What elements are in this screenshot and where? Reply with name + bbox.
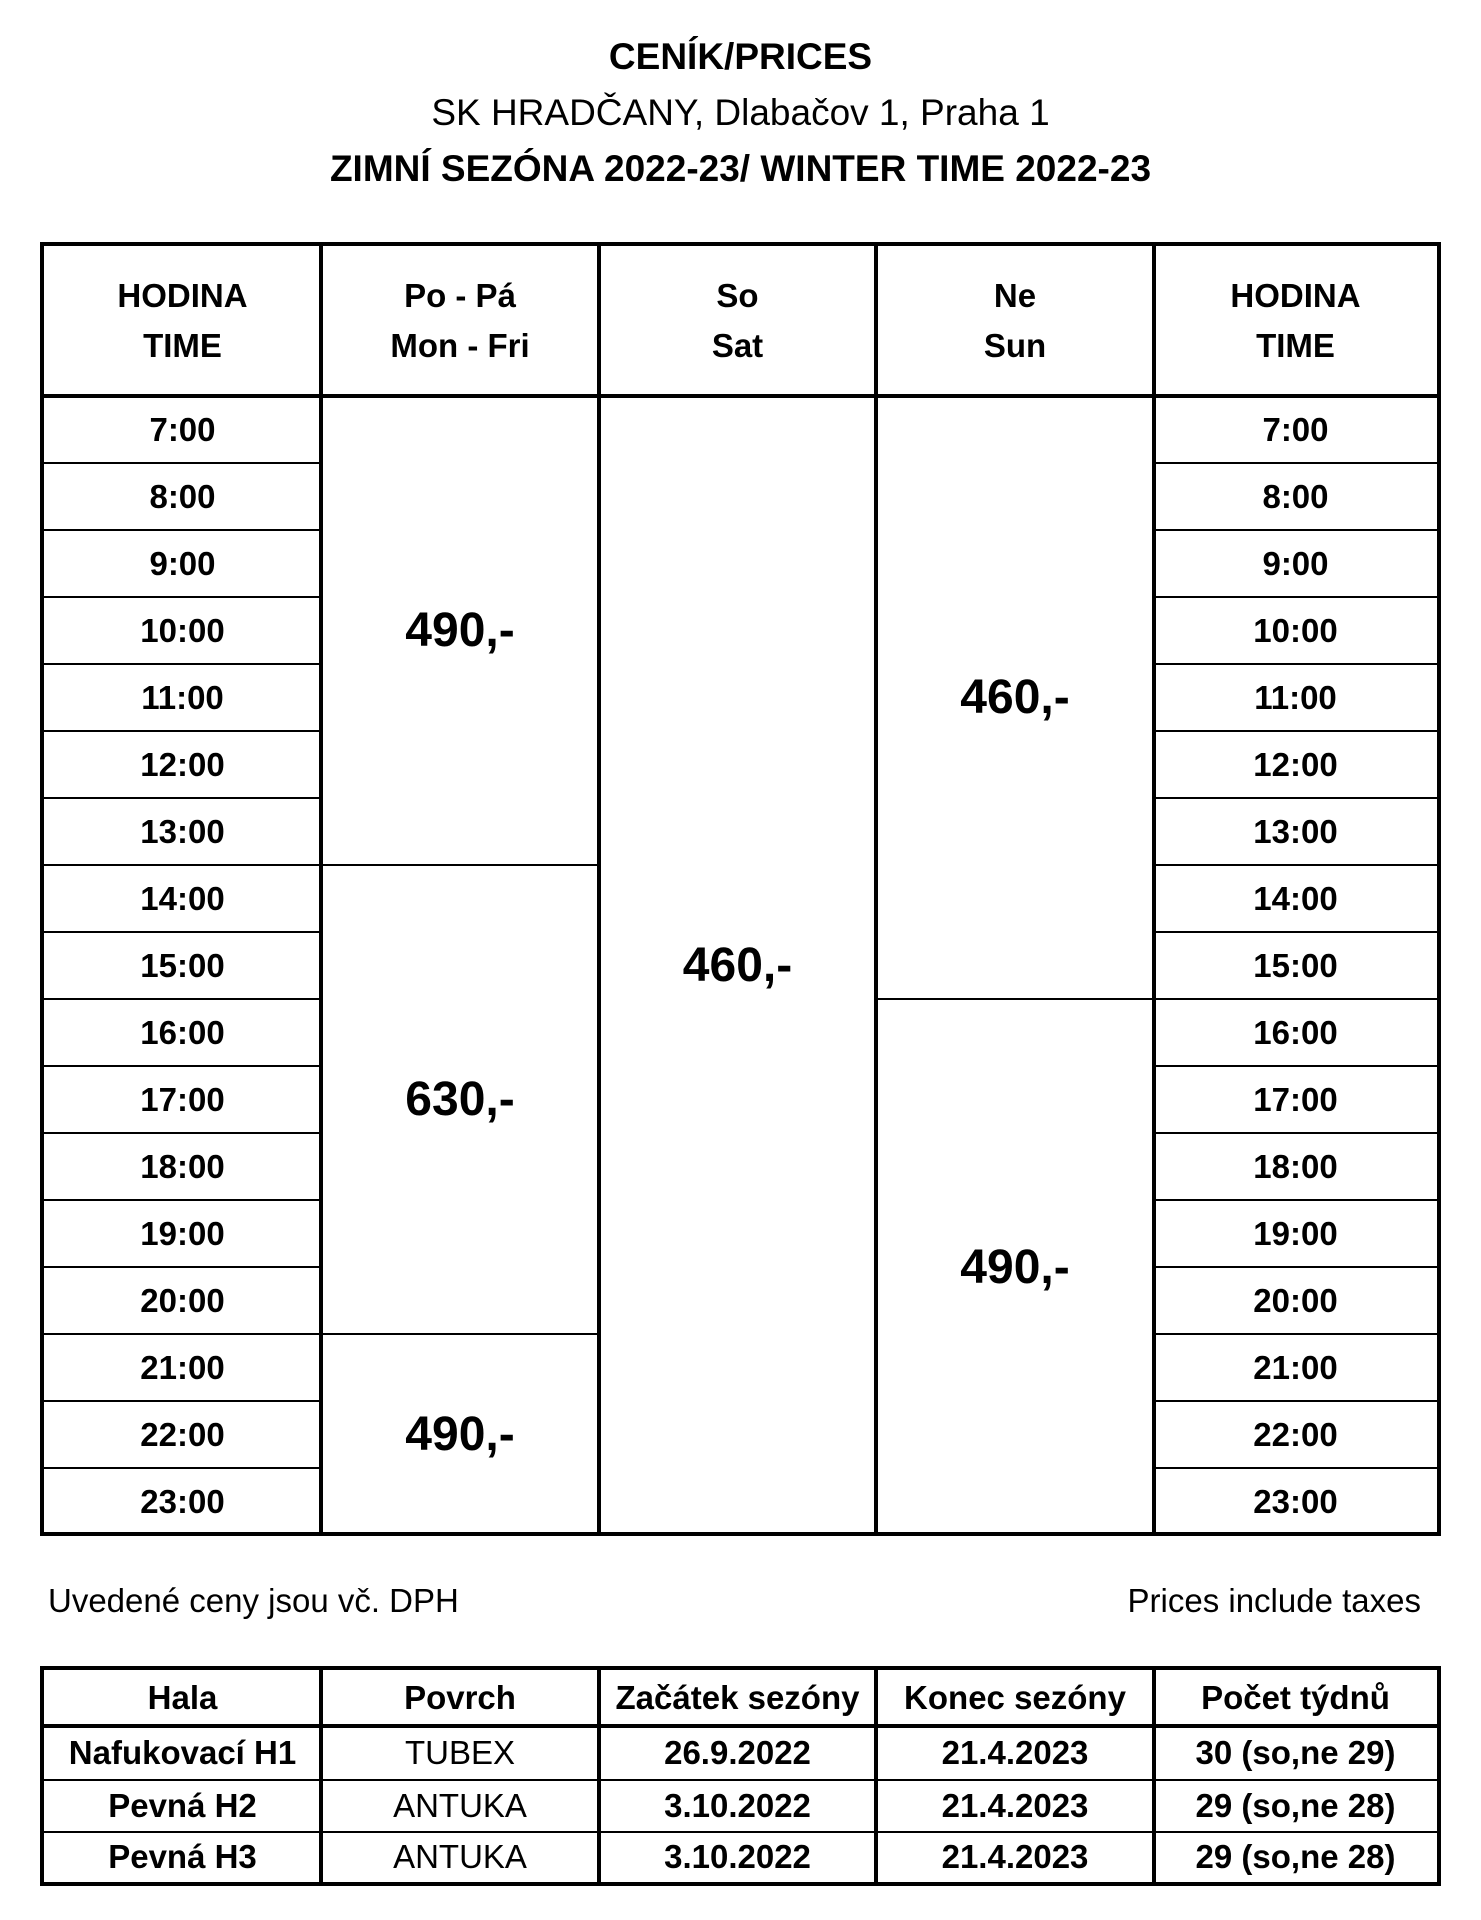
time-cell: 7:00: [1262, 410, 1329, 448]
price-value: 490,-: [405, 1408, 515, 1461]
time-cell: 20:00: [140, 1281, 225, 1319]
row-divider: [1154, 1199, 1437, 1201]
row-divider: [1154, 730, 1437, 732]
row-divider: [1154, 998, 1437, 1000]
season-cell: Pevná H2: [108, 1787, 257, 1824]
time-cell: 12:00: [1253, 745, 1338, 783]
time-cell: 22:00: [1253, 1415, 1338, 1453]
row-divider: [1154, 1266, 1437, 1268]
time-cell: 18:00: [1253, 1147, 1338, 1185]
season-header: Počet týdnů: [1201, 1679, 1390, 1716]
season-cell: 21.4.2023: [941, 1838, 1089, 1875]
season-cell: 26.9.2022: [664, 1734, 811, 1771]
column-header-line2: Sun: [983, 327, 1047, 364]
venue-address: SK HRADČANY, Dlabačov 1, Praha 1: [431, 92, 1050, 133]
column-header-line2: TIME: [143, 327, 222, 364]
row-divider: [1154, 462, 1437, 464]
time-cell: 19:00: [140, 1214, 225, 1252]
time-cell: 10:00: [140, 611, 225, 649]
column-header-line1: Po - Pá: [404, 277, 516, 314]
row-divider: [44, 864, 321, 866]
price-value: 630,-: [405, 1073, 515, 1126]
column-header-line2: Mon - Fri: [390, 327, 530, 364]
column-header-line1: Ne: [993, 277, 1037, 314]
season-table: [40, 1666, 1441, 1886]
time-cell: 7:00: [149, 410, 216, 448]
row-divider: [1154, 1065, 1437, 1067]
time-cell: 22:00: [140, 1415, 225, 1453]
price-divider: [876, 998, 1154, 1000]
time-cell: 14:00: [1253, 879, 1338, 917]
row-divider: [44, 1333, 321, 1335]
vat-note-en: Prices include taxes: [1127, 1582, 1421, 1619]
season-cell: 29 (so,ne 28): [1195, 1787, 1396, 1824]
column-header-line2: TIME: [1256, 327, 1335, 364]
time-cell: 8:00: [1262, 477, 1329, 515]
page-title: CENÍK/PRICES: [608, 36, 873, 77]
season-cell: ANTUKA: [393, 1787, 527, 1824]
row-divider: [1154, 931, 1437, 933]
season-header: Hala: [147, 1679, 218, 1716]
column-header-line1: HODINA: [1230, 277, 1361, 314]
row-divider: [44, 1266, 321, 1268]
price-value: 490,-: [405, 604, 515, 657]
time-cell: 14:00: [140, 879, 225, 917]
season-cell: Nafukovací H1: [68, 1734, 297, 1771]
time-cell: 23:00: [1253, 1482, 1338, 1520]
price-value: 460,-: [960, 671, 1070, 724]
row-divider: [44, 797, 321, 799]
time-cell: 13:00: [1253, 812, 1338, 850]
time-cell: 16:00: [1253, 1013, 1338, 1051]
row-divider: [1154, 1132, 1437, 1134]
row-divider: [1154, 529, 1437, 531]
row-divider: [1154, 596, 1437, 598]
row-divider: [1154, 663, 1437, 665]
season-header: Povrch: [404, 1679, 516, 1716]
season-cell: 29 (so,ne 28): [1195, 1838, 1396, 1875]
row-divider: [44, 1199, 321, 1201]
column-header: [321, 246, 599, 396]
time-cell: 9:00: [1262, 544, 1329, 582]
time-cell: 18:00: [140, 1147, 225, 1185]
time-cell: 17:00: [140, 1080, 225, 1118]
season-title: ZIMNÍ SEZÓNA 2022-23/ WINTER TIME 2022-23: [329, 148, 1152, 189]
row-divider: [1154, 797, 1437, 799]
row-divider: [44, 1065, 321, 1067]
row-divider: [44, 730, 321, 732]
vat-note-cz: Uvedené ceny jsou vč. DPH: [48, 1582, 459, 1619]
time-cell: 12:00: [140, 745, 225, 783]
row-divider: [44, 529, 321, 531]
season-header: Začátek sezóny: [615, 1679, 860, 1716]
time-cell: 21:00: [1253, 1348, 1338, 1386]
time-cell: 8:00: [149, 477, 216, 515]
price-table: [40, 242, 1441, 1536]
season-cell: 30 (so,ne 29): [1195, 1734, 1396, 1771]
row-divider: [1154, 1333, 1437, 1335]
season-cell: 21.4.2023: [941, 1787, 1089, 1824]
column-header-line1: HODINA: [117, 277, 248, 314]
column-header-line2: Sat: [711, 327, 764, 364]
time-cell: 19:00: [1253, 1214, 1338, 1252]
row-divider: [44, 998, 321, 1000]
time-cell: 13:00: [140, 812, 225, 850]
row-divider: [44, 931, 321, 933]
season-cell: ANTUKA: [393, 1838, 527, 1875]
season-cell: 21.4.2023: [941, 1734, 1089, 1771]
price-value: 460,-: [682, 939, 793, 992]
price-value: 490,-: [960, 1240, 1070, 1294]
row-divider: [1154, 1467, 1437, 1469]
time-cell: 16:00: [140, 1013, 225, 1051]
column-header: [1154, 246, 1437, 396]
row-divider: [44, 663, 321, 665]
column-header-line1: So: [716, 277, 759, 314]
column-header: [876, 246, 1154, 396]
time-cell: 10:00: [1253, 611, 1338, 649]
time-cell: 23:00: [140, 1482, 225, 1520]
row-divider: [44, 1467, 321, 1469]
season-header: Konec sezóny: [904, 1679, 1126, 1716]
time-cell: 11:00: [141, 678, 224, 716]
column-header: [599, 246, 876, 396]
time-cell: 15:00: [140, 946, 225, 984]
row-divider: [44, 596, 321, 598]
season-cell: TUBEX: [404, 1734, 516, 1771]
row-divider: [44, 462, 321, 464]
row-divider: [1154, 1400, 1437, 1402]
time-cell: 9:00: [149, 544, 216, 582]
row-divider: [1154, 864, 1437, 866]
season-cell: 3.10.2022: [664, 1838, 811, 1875]
time-cell: 11:00: [1254, 678, 1337, 716]
column-header: [44, 246, 321, 396]
time-cell: 17:00: [1253, 1080, 1338, 1118]
season-cell: 3.10.2022: [664, 1787, 811, 1824]
time-cell: 20:00: [1253, 1281, 1338, 1319]
time-cell: 15:00: [1253, 946, 1338, 984]
row-divider: [44, 1132, 321, 1134]
price-divider: [321, 864, 599, 866]
time-cell: 21:00: [140, 1348, 225, 1386]
row-divider: [44, 1400, 321, 1402]
price-divider: [321, 1333, 599, 1335]
season-cell: Pevná H3: [108, 1838, 257, 1875]
